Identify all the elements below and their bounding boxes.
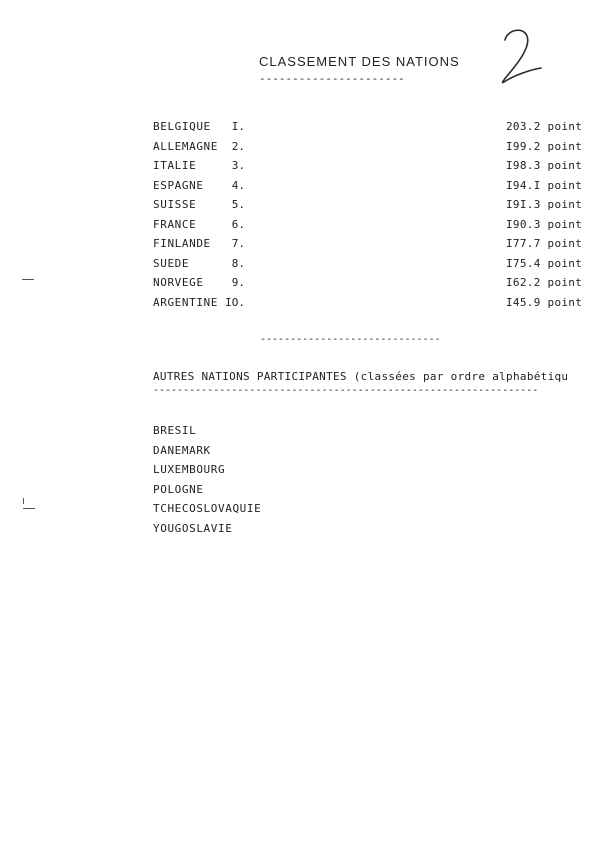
nation-name: NORVEGE <box>153 276 204 289</box>
other-nation-item: TCHECOSLOVAQUIE <box>153 502 262 515</box>
nation-name: FINLANDE <box>153 237 211 250</box>
nation-points: I99.2 point <box>506 139 583 153</box>
nation-points: I98.3 point <box>506 159 583 172</box>
ranking-row <box>110 293 600 313</box>
rank-number: 7. <box>231 237 245 250</box>
rank-number: 4. <box>231 178 245 192</box>
nation-name: FRANCE <box>153 217 197 231</box>
nation-name: ARGENTINE <box>153 295 219 309</box>
handwritten-page-number <box>495 24 545 86</box>
other-nation-item: POLOGNE <box>153 482 204 496</box>
rank-number: I. <box>231 120 245 133</box>
nation-name: ITALIE <box>153 159 197 172</box>
other-nation-item: BRESIL <box>153 424 197 437</box>
ranking-row <box>110 234 600 254</box>
other-nation-item: LUXEMBOURG <box>153 463 226 476</box>
ranking-row <box>110 195 600 215</box>
ranking-row <box>110 273 600 293</box>
rank-number: 6. <box>231 217 245 231</box>
nation-points: 203.2 point <box>506 120 583 133</box>
nation-points: I77.7 point <box>506 237 583 250</box>
rank-number: 8. <box>231 256 245 270</box>
nation-points: I9I.3 point <box>506 198 583 211</box>
nation-points: I90.3 point <box>506 217 583 231</box>
ranking-list <box>110 117 600 312</box>
margin-mark <box>23 498 24 504</box>
ranking-row <box>110 117 600 137</box>
nation-name: BELGIQUE <box>153 120 211 133</box>
section-separator: ------------------------------ <box>260 334 441 345</box>
rank-number: 9. <box>231 276 245 289</box>
ranking-row <box>110 254 600 274</box>
other-nation-item: YOUGOSLAVIE <box>153 521 233 535</box>
other-nation-item: DANEMARK <box>153 443 211 457</box>
rank-number: 2. <box>231 139 245 153</box>
ranking-row <box>110 176 600 196</box>
ranking-row <box>110 156 600 176</box>
nation-points: I62.2 point <box>506 276 583 289</box>
margin-mark <box>22 279 34 280</box>
ranking-row <box>110 137 600 157</box>
other-nations-list <box>153 421 261 538</box>
other-nations-heading: AUTRES NATIONS PARTICIPANTES (classées par ordre alphabétiqu <box>153 370 569 383</box>
rank-number: IO. <box>225 295 245 309</box>
margin-mark <box>23 508 35 509</box>
nation-name: ALLEMAGNE <box>153 139 219 153</box>
other-nations-underline: ---------------------------------------------------------------- <box>153 385 539 396</box>
nation-points: I94.I point <box>506 178 583 192</box>
nation-points: I75.4 point <box>506 256 583 270</box>
nation-name: ESPAGNE <box>153 178 204 192</box>
nation-name: SUISSE <box>153 198 197 211</box>
ranking-row <box>110 215 600 235</box>
title-underline: ---------------------- <box>259 72 405 85</box>
nation-points: I45.9 point <box>506 295 583 309</box>
page-title: CLASSEMENT DES NATIONS <box>259 54 460 69</box>
nation-name: SUEDE <box>153 256 190 270</box>
rank-number: 5. <box>231 198 245 211</box>
rank-number: 3. <box>231 159 245 172</box>
